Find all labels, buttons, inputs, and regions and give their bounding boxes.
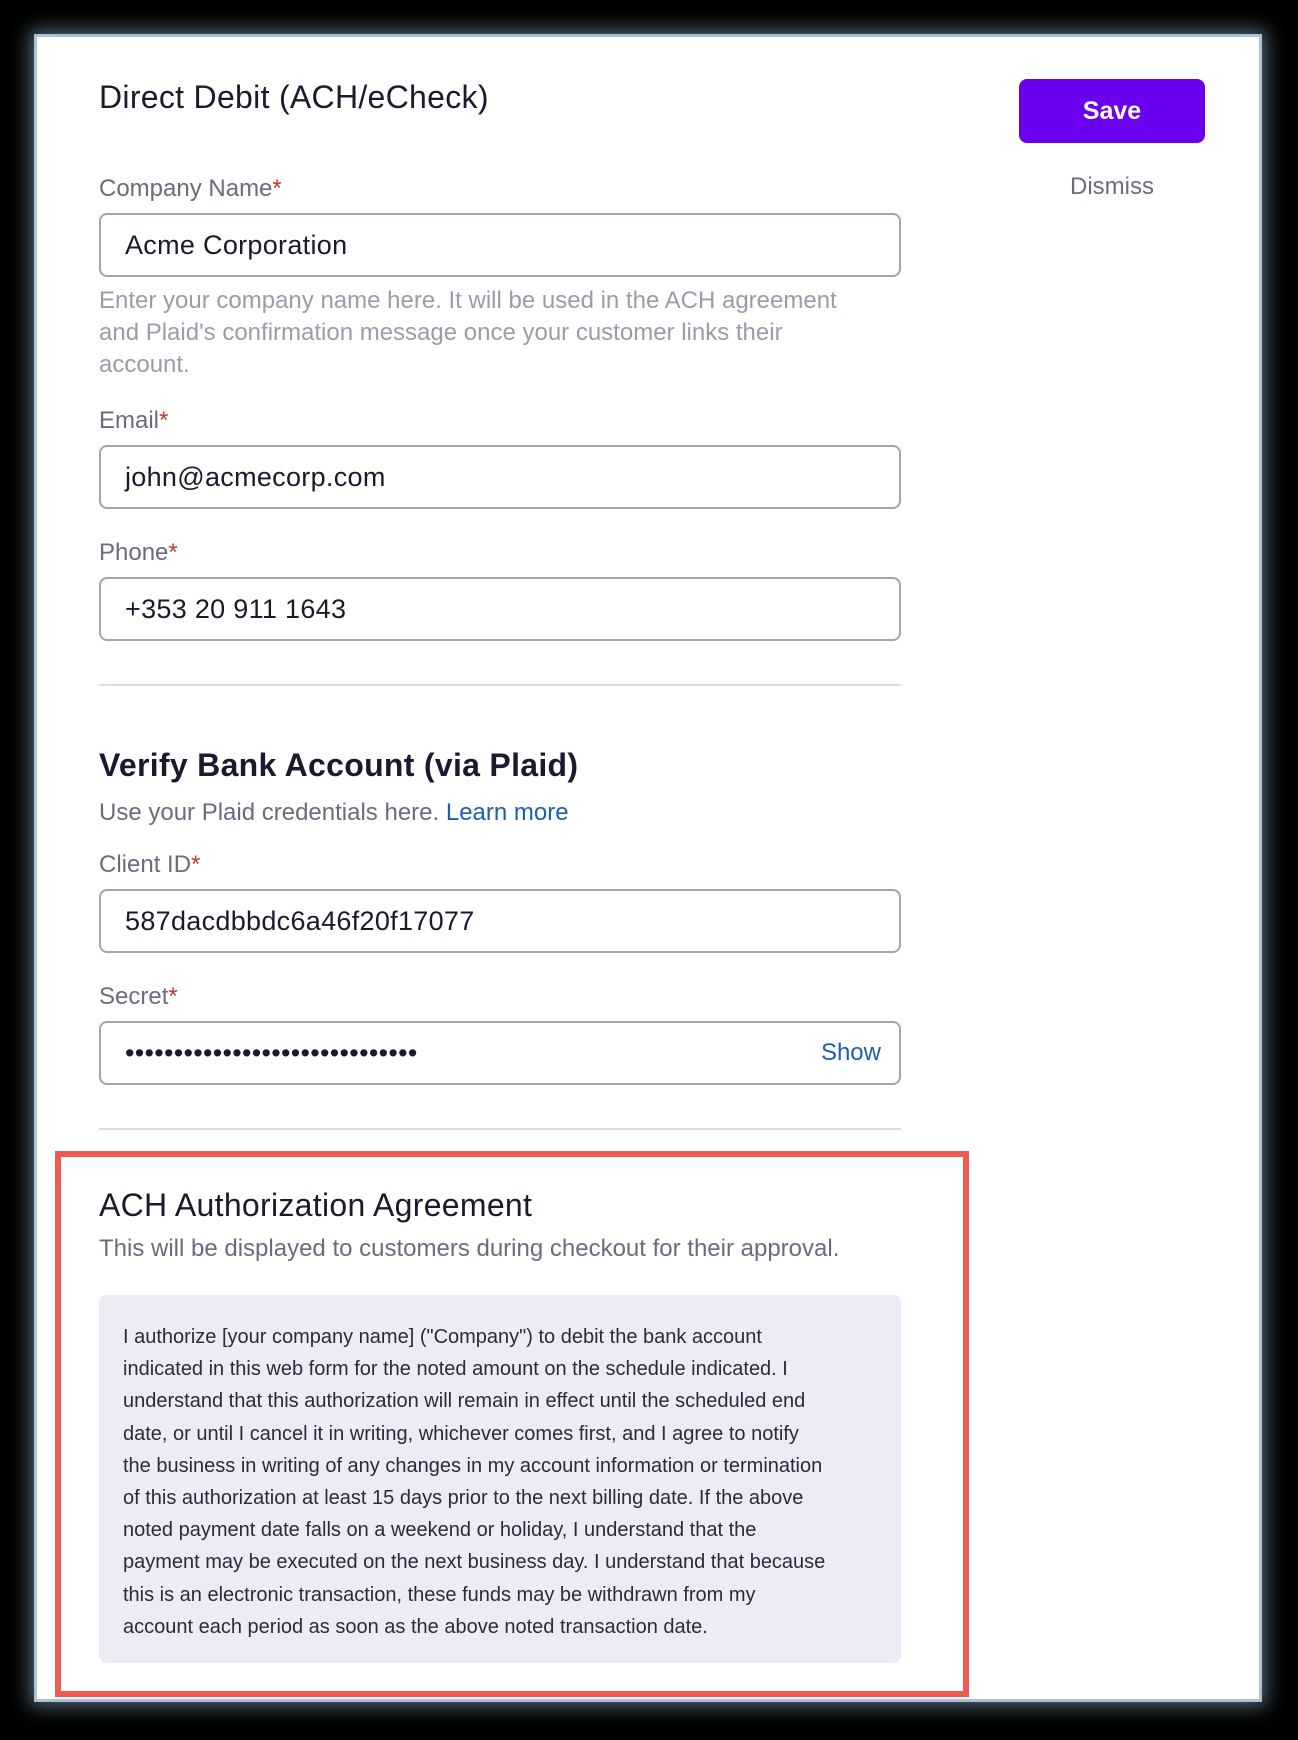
secret-label: [99, 983, 178, 1011]
plaid-section-title: Verify Bank Account (via Plaid): [99, 747, 579, 783]
phone-field[interactable]: [99, 577, 901, 641]
company-name-label: [99, 175, 282, 203]
plaid-section-subtitle: [99, 799, 569, 827]
client-id-input[interactable]: [99, 889, 901, 953]
email-value: john@acmecorp.com: [125, 462, 386, 492]
settings-panel: [34, 34, 1262, 1702]
email-label: [99, 407, 168, 435]
secret-input[interactable]: [99, 1021, 901, 1085]
company-name-input[interactable]: [99, 213, 901, 277]
phone-label: [99, 539, 178, 567]
required-mark: *: [159, 407, 169, 434]
dismiss-button[interactable]: Dismiss: [1070, 173, 1154, 200]
required-mark: *: [272, 175, 282, 202]
company-name-help: Enter your company name here. It will be used in the ACH agreement and Plaid's confirmation message once your customer links their account.: [99, 287, 837, 378]
page-title: Direct Debit (ACH/eCheck): [99, 79, 489, 115]
company-name-label-text: Company Name: [99, 175, 273, 202]
required-mark: *: [191, 851, 201, 878]
section-divider: [99, 684, 901, 686]
agreement-text: I authorize [your company name] ("Company") to debit the bank account indicated in this web form for the noted amount on the schedule indicated. I understand that this authorization will remain in effect until the scheduled end date, or until I cancel it in writing, whichever comes first, and I agree to notify the business in writing of any changes in my account information or termination of this authorization at least 15 days prior to the next billing date. If the above noted payment date falls on a weekend or holiday, I understand that the payment may be executed on the next business day. I understand that because this is an electronic transaction, these funds may be withdrawn from my account each period as soon as the above noted transaction date.: [123, 1326, 826, 1638]
show-secret-button[interactable]: Show: [820, 1039, 881, 1066]
secret-masked-value: ••••••••••••••••••••••••••••••: [125, 1038, 418, 1068]
agreement-title: ACH Authorization Agreement: [99, 1187, 533, 1223]
learn-more-link[interactable]: Learn more: [445, 799, 569, 826]
agreement-text-box: [99, 1295, 901, 1663]
client-id-value: 587dacdbbdc6a46f20f17077: [125, 906, 475, 936]
plaid-subtitle-text: Use your Plaid credentials here.: [99, 799, 440, 826]
required-mark: *: [168, 983, 178, 1010]
secret-label-text: Secret: [99, 983, 169, 1010]
client-id-label-text: Client ID: [99, 851, 192, 878]
phone-label-text: Phone: [99, 539, 169, 566]
section-divider: [99, 1128, 901, 1130]
agreement-subtitle: This will be displayed to customers during checkout for their approval.: [99, 1235, 840, 1262]
save-button[interactable]: Save: [1019, 79, 1205, 143]
email-label-text: Email: [99, 407, 160, 434]
company-name-value: Acme Corporation: [125, 230, 348, 260]
client-id-label: [99, 851, 200, 879]
required-mark: *: [168, 539, 178, 566]
phone-value: +353 20 911 1643: [125, 594, 347, 624]
email-field[interactable]: [99, 445, 901, 509]
